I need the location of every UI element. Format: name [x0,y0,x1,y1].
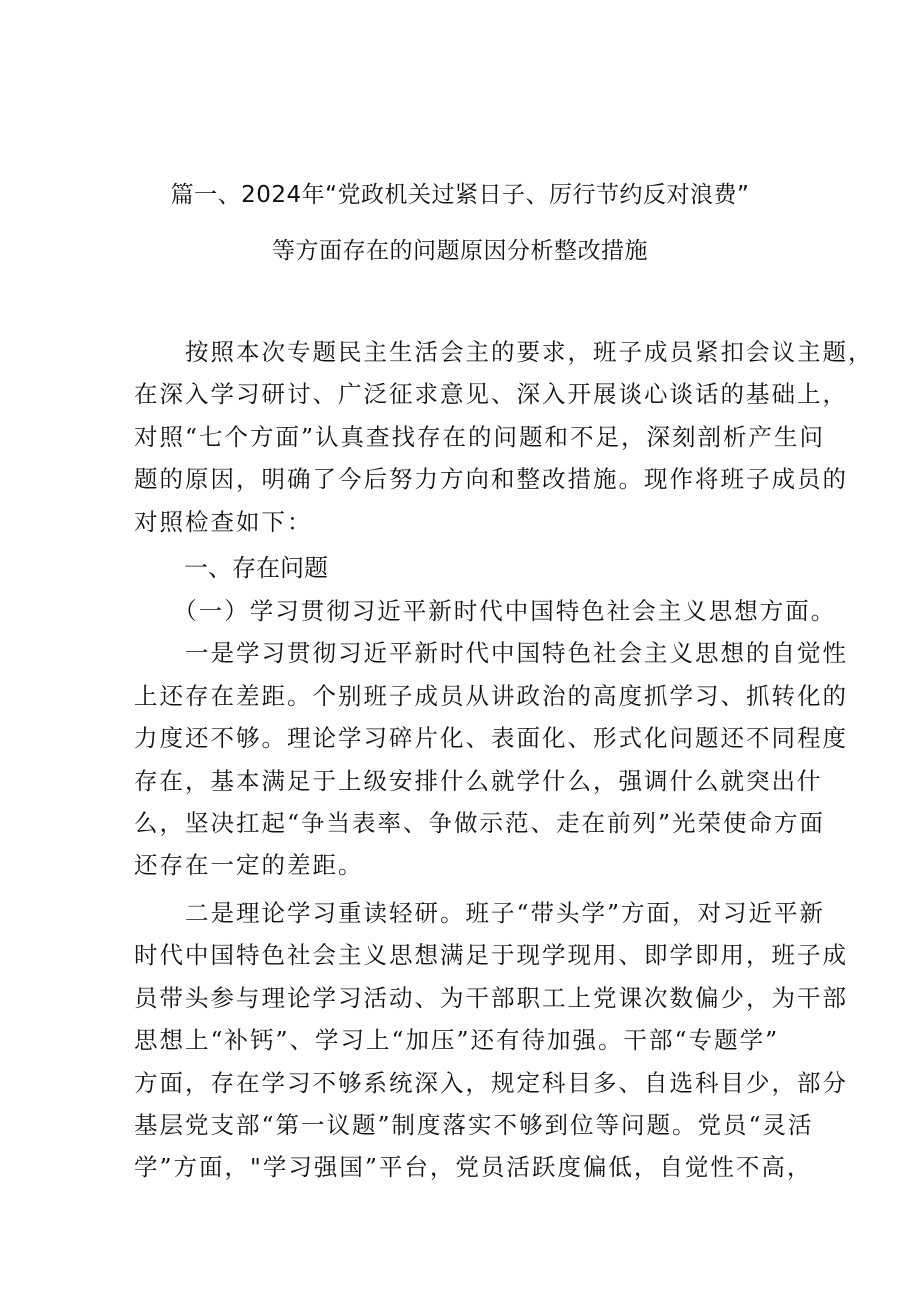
text-line: 按照本次专题民主生活会主的要求，班子成员紧扣会议主题， [134,338,874,366]
text-line: 还存在一定的差距。 [134,851,364,880]
text-line: 存在，基本满足于上级安排什么就学什么，强调什么就突出什 [134,766,823,795]
text-line: （一）学习贯彻习近平新时代中国特色社会主义思想方面。 [134,597,837,625]
document-title-line-2: 等方面存在的问题原因分析整改措施 [272,238,648,264]
text-line: 上还存在差距。个别班子成员从讲政治的高度抓学习、抓转化的 [134,681,848,710]
text-line: 时代中国特色社会主义思想满足于现学现用、即学即用，班子成 [134,941,848,970]
text-line: 对照检查如下： [134,507,313,536]
text-line: 力度还不够。理论学习碎片化、表面化、形式化问题还不同程度 [134,724,848,753]
text-line: 题的原因，明确了今后努力方向和整改措施。现作将班子成员的 [134,465,848,494]
text-line: 员带头参与理论学习活动、为干部职工上党课次数偏少，为干部 [134,983,848,1012]
text-line: 学”方面，"学习强国”平台，党员活跃度偏低，自觉性不高， [134,1153,813,1182]
intro-paragraph [134,331,874,543]
text-line: 对照“七个方面”认真查找存在的问题和不足，深刻剖析产生问 [134,422,826,451]
document-title-line-1: 篇一、2024年“党政机关过紧日子、厉行节约反对浪费” [170,182,750,208]
text-line: 基层党支部“第一议题”制度落实不够到位等问题。党员“灵活 [134,1110,814,1139]
text-line: 方面，存在学习不够系统深入，规定科目多、自选科目少，部分 [134,1068,848,1097]
text-line: 一是学习贯彻习近平新时代中国特色社会主义思想的自觉性 [134,639,848,668]
section-heading: 一、存在问题 [184,554,328,582]
section-paragraph-2 [134,892,848,1189]
text-line: 在深入学习研讨、广泛征求意见、深入开展谈心谈话的基础上， [134,380,848,409]
text-line: 二是理论学习重读轻研。班子“带头学”方面，对习近平新 [134,899,826,927]
text-line: 思想上“补钙”、学习上“加压”还有待加强。干部“专题学” [134,1026,780,1055]
section-paragraph-1 [134,590,848,887]
text-line: 么，坚决扛起“争当表率、争做示范、走在前列”光荣使命方面 [134,808,826,837]
